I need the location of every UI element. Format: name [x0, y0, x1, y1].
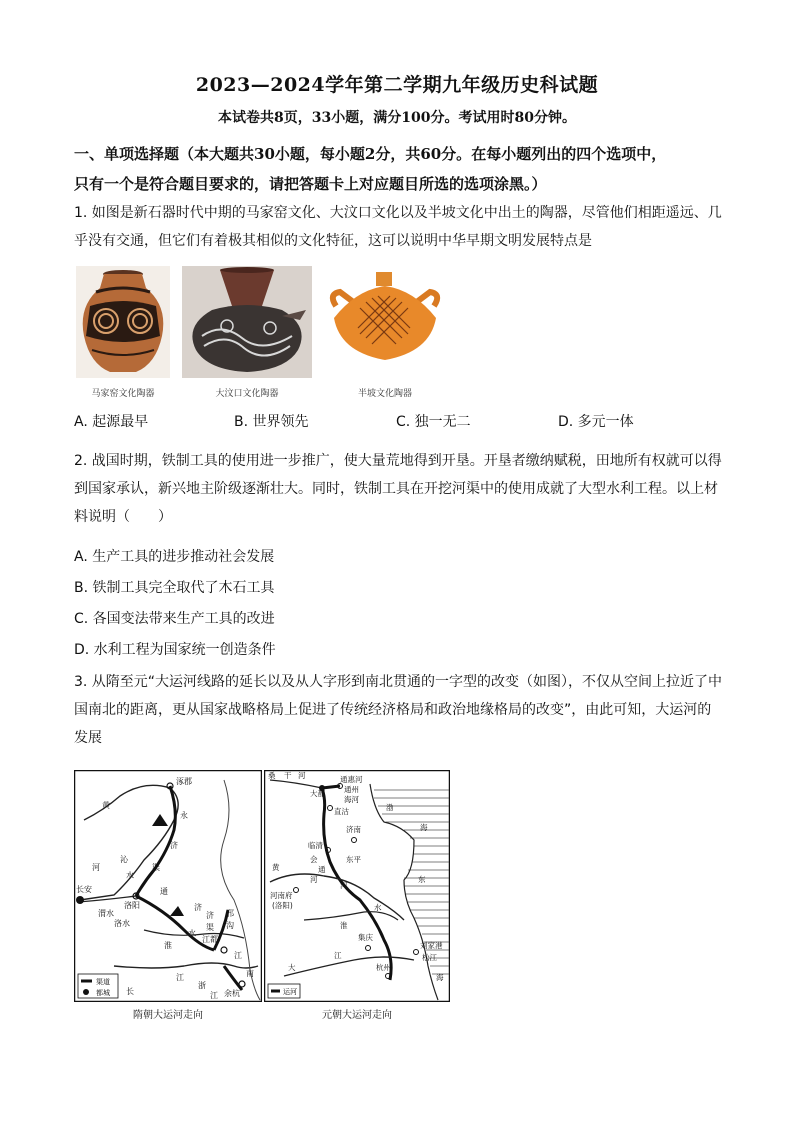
map-label: 济南: [346, 825, 361, 834]
map-label: (洛阳): [272, 901, 293, 910]
map-label: 淮: [340, 921, 348, 930]
map2-caption: 元朝大运河走向: [322, 1010, 392, 1021]
map-label: 直沽: [334, 807, 349, 816]
map-label: 沁: [120, 855, 128, 864]
section-heading: [74, 139, 724, 199]
section-heading-line: 一、单项选择题（本大题共30小题，每小题2分，共60分。在每小题列出的四个选项中，: [74, 145, 667, 163]
question-line: 2. 战国时期，铁制工具的使用进一步推广，使大量荒地得到开垦。开垦者缴纳赋税，田地所有权就可以得: [74, 453, 722, 469]
map-label: 河: [298, 771, 306, 780]
dawenkou-pottery-image: [182, 266, 312, 378]
question-line: 乎没有交通，但它们有着极其相似的文化特征，这可以说明中华早期文明发展特点是: [74, 233, 592, 249]
question-1-text: [74, 199, 724, 255]
map-label: 永: [180, 811, 188, 820]
map-label: 通: [160, 887, 168, 896]
map-label: 东: [418, 875, 426, 884]
question-2-text: [74, 447, 724, 531]
map-label: 海河: [344, 795, 359, 804]
section-heading-line: 只有一个是符合题目要求的，请把答题卡上对应题目所选的选项涂黑。）: [74, 175, 547, 193]
question-line: 国南北的距离，更从国家战略格局上促进了传统经济格局和政治地缘格局的改变”，由此可知，大运河的: [74, 702, 712, 718]
map-label: 刘家港: [420, 941, 443, 950]
map-label: 渭水: [98, 909, 114, 918]
map-label: 河: [310, 875, 318, 884]
question-line: 发展: [74, 730, 102, 746]
q2-option-d: D. 水利工程为国家统一创造条件: [74, 642, 276, 658]
map-label: 浙: [198, 981, 206, 990]
q1-option-a: A. 起源最早: [74, 414, 149, 430]
pottery-caption-1: 马家窑文化陶器: [91, 389, 155, 399]
page-subtitle: 本试卷共8页，33小题，满分100分。考试用时80分钟。: [218, 110, 576, 126]
map-label: 济: [170, 841, 178, 850]
map-label: 大都: [310, 789, 325, 798]
map-label: 大: [288, 963, 296, 972]
q1-option-d: D. 多元一体: [558, 414, 634, 430]
pottery-caption-2: 大汶口文化陶器: [215, 389, 279, 399]
banpo-pottery-image: [326, 268, 444, 378]
map-label: 南: [246, 969, 254, 978]
question-line: 料说明（ ）: [74, 509, 172, 525]
map-label: 桑: [268, 771, 276, 780]
map-label: 黄: [272, 863, 280, 872]
map-label: 黄: [102, 801, 110, 810]
map-label: 长安: [76, 885, 92, 894]
q2-option-c: C. 各国变法带来生产工具的改进: [74, 611, 275, 627]
map-label: 海: [420, 823, 428, 832]
map-label: 渠: [206, 923, 214, 932]
map-label: 河南府: [270, 891, 293, 900]
map1-legend-canal: 渠道: [96, 978, 110, 986]
map-label: 杭州: [376, 963, 391, 972]
map-label: 水: [374, 903, 382, 912]
map-label: 河: [340, 881, 348, 890]
map-label: 水: [126, 871, 134, 880]
map-label: 洛水: [114, 919, 130, 928]
majiayao-pottery-image: [76, 266, 170, 378]
map-label: 通州: [344, 785, 359, 794]
map-label: 松江: [422, 953, 437, 962]
question-line: 1. 如图是新石器时代中期的马家窑文化、大汶口文化以及半坡文化中出土的陶器，尽管他们相距遥远、几: [74, 205, 722, 221]
map-label: 长: [126, 987, 134, 996]
question-3-text: [74, 668, 724, 752]
map-label: 余杭: [224, 989, 240, 998]
map1-caption: 隋朝大运河走向: [133, 1010, 203, 1021]
map-label: 济: [206, 911, 214, 920]
map2-legend-canal: 运河: [283, 988, 297, 996]
map-label: 济: [194, 903, 202, 912]
map-label: 河: [92, 863, 100, 872]
map-label: 江: [210, 991, 218, 1000]
map-label: 邗: [226, 909, 234, 918]
map-label: 江: [234, 951, 242, 960]
map-label: 渤: [386, 803, 394, 812]
map-label: 会: [310, 855, 318, 864]
question-line: 3. 从隋至元“大运河线路的延长以及从人字形到南北贯通的一字型的改变（如图），不仅从空间上拉近了中: [74, 674, 723, 690]
q2-option-b: B. 铁制工具完全取代了木石工具: [74, 580, 275, 596]
map-label: 东平: [346, 855, 361, 864]
q2-option-a: A. 生产工具的进步推动社会发展: [74, 549, 275, 565]
page-title: 2023—2024学年第二学期九年级历史科试题: [195, 74, 599, 96]
map-label: 江都: [202, 935, 218, 944]
map-label: 沟: [226, 921, 234, 930]
map-label: 洛阳: [124, 901, 140, 910]
map-label: 集庆: [358, 933, 373, 942]
map-label: 临清: [308, 841, 323, 850]
map-label: 涿郡: [176, 777, 192, 786]
map1-legend-capital: 都城: [96, 989, 110, 997]
map-label: 通惠河: [340, 775, 363, 784]
sui-canal-map: [74, 770, 262, 1002]
pottery-caption-3: 半坡文化陶器: [357, 389, 412, 399]
map-label: 海: [436, 973, 444, 982]
yuan-canal-map: [264, 770, 450, 1002]
map-label: 干: [284, 771, 292, 780]
map-label: 江: [176, 973, 184, 982]
map-label: 淮: [164, 941, 172, 950]
q1-option-b: B. 世界领先: [234, 414, 309, 430]
map-label: 江: [334, 951, 342, 960]
q1-option-c: C. 独一无二: [396, 414, 471, 430]
map-label: 渠: [152, 863, 160, 872]
map-label: 水: [188, 929, 196, 938]
map-label: 通: [318, 865, 326, 874]
question-line: 到国家承认，新兴地主阶级逐渐壮大。同时，铁制工具在开挖河渠中的使用成就了大型水利工程。以上材: [74, 481, 718, 497]
